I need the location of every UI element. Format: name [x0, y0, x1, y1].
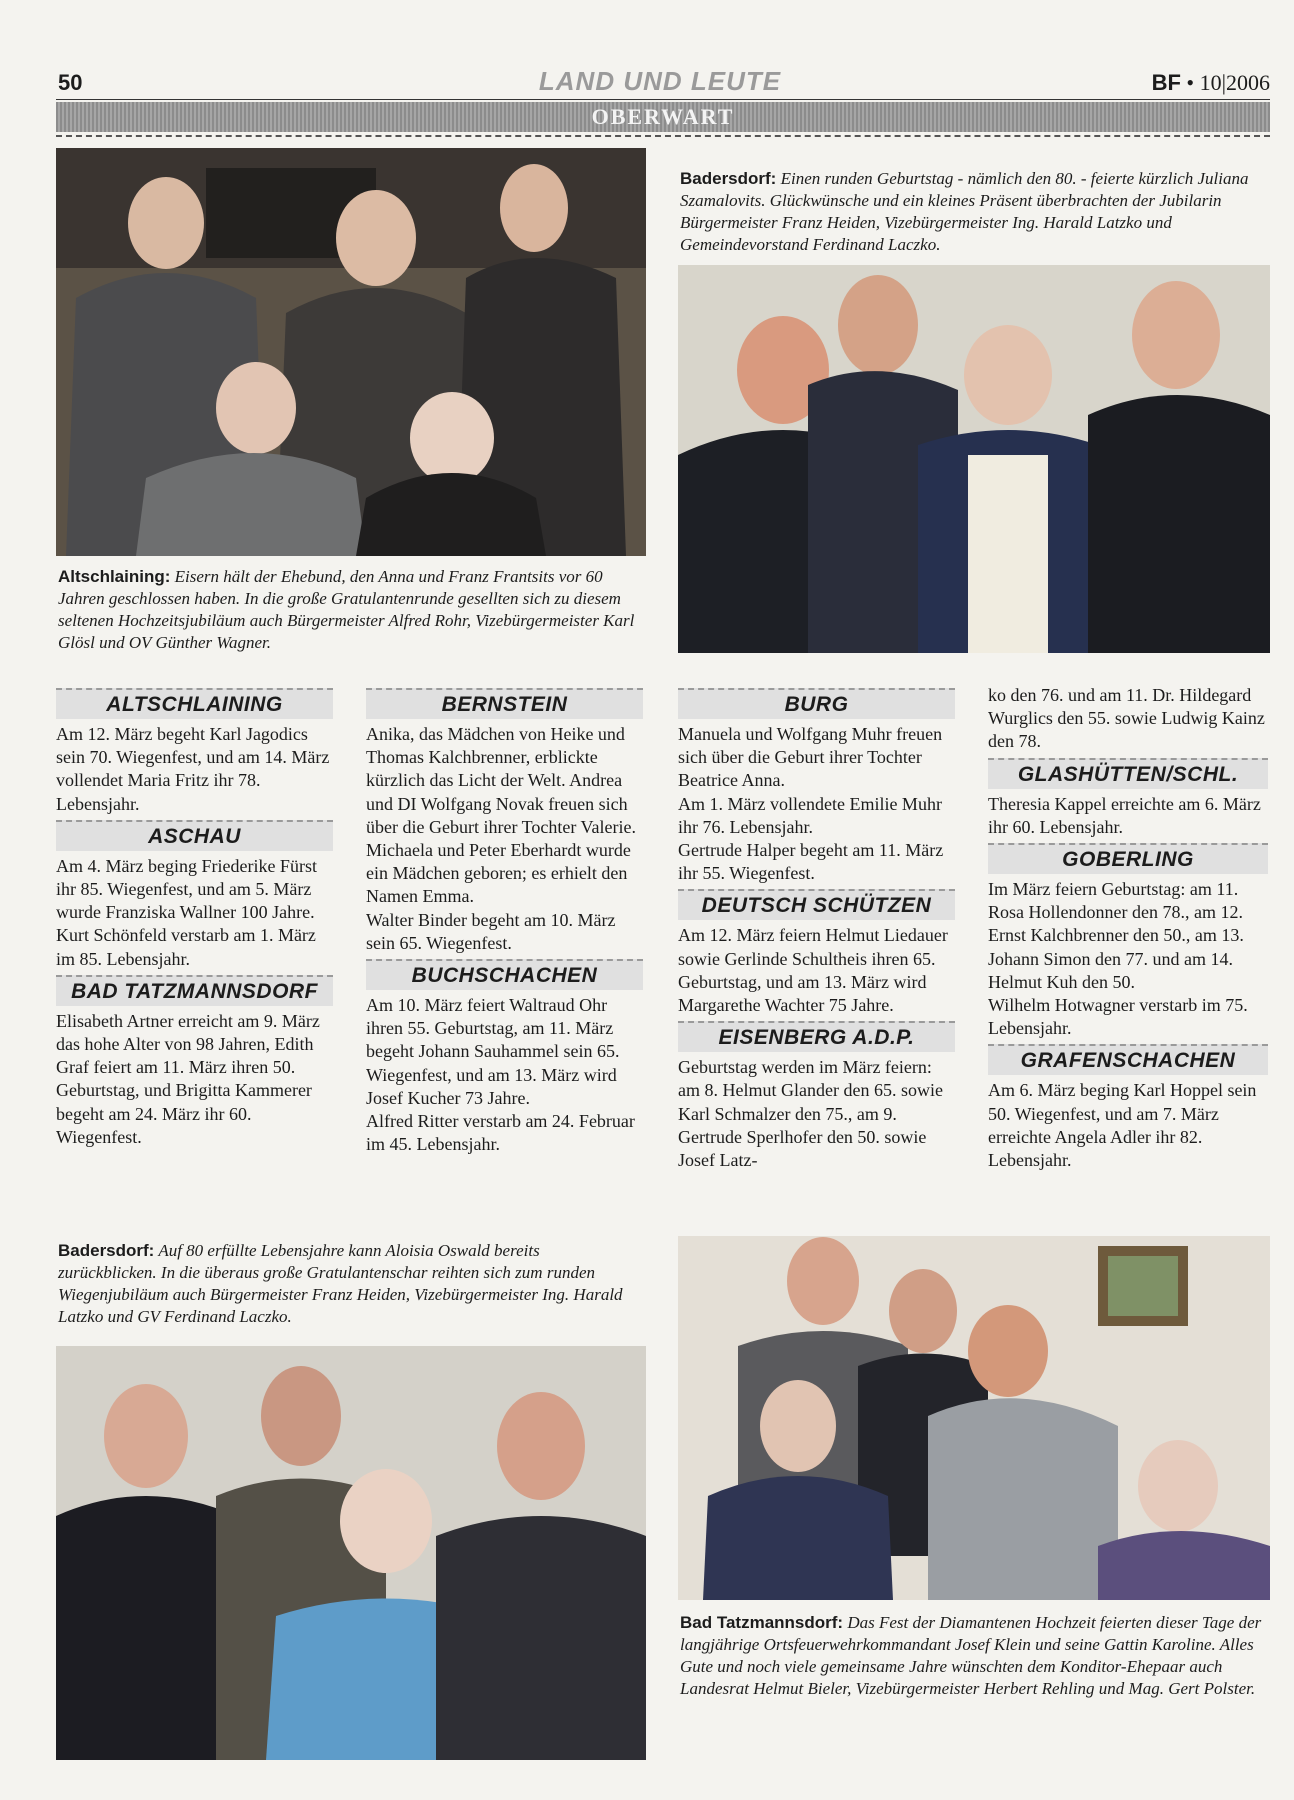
caption-altschlaining	[58, 566, 648, 654]
section-text: Am 4. März beging Friederike Fürst ihr 85. Wiegenfest, und am 5. März wurde Franziska Wallner 100 Jahre.	[56, 855, 317, 923]
section-heading-eisenberg: EISENBERG A.D.P.	[678, 1021, 955, 1052]
section-heading-grafenschachen: GRAFENSCHACHEN	[988, 1044, 1268, 1075]
section-heading-buchschachen: BUCHSCHACHEN	[366, 959, 643, 990]
section-heading-deutsch-schuetzen: DEUTSCH SCHÜTZEN	[678, 889, 955, 920]
section-heading-burg: BURG	[678, 688, 955, 719]
section-text: Alfred Ritter verstarb am 24. Februar im 45. Lebensjahr.	[366, 1111, 635, 1155]
column-3	[678, 688, 955, 1172]
issue-separator: •	[1186, 70, 1195, 95]
issue-number: 10|2006	[1199, 70, 1270, 95]
section-text: Am 10. März feiert Waltraud Ohr ihren 55. Geburtstag, am 11. März begeht Johann Sauhammel sein 65. Wiegenfest, und am 13. März wird Josef Kucher 73 Jahre.	[366, 995, 620, 1108]
photo-bad-tatzmannsdorf	[678, 1236, 1270, 1600]
dashed-divider	[56, 135, 1270, 137]
section-text-continued: ko den 76. und am 11. Dr. Hildegard Wurglics den 55. sowie Ludwig Kainz den 78.	[988, 685, 1265, 752]
caption-badersdorf-juliana	[680, 168, 1268, 256]
caption-place: Altschlaining:	[58, 567, 171, 586]
section-title: LAND UND LEUTE	[538, 66, 782, 96]
section-heading-bernstein: BERNSTEIN	[366, 688, 643, 719]
section-text: Kurt Schönfeld verstarb am 1. März im 85. Lebensjahr.	[56, 925, 316, 969]
section-text: Am 12. März feiern Helmut Liedauer sowie Gerlinde Schultheis ihren 65. Geburtstag, und am 13. März wird Margarethe Wachter 75 Jahre.	[678, 925, 948, 1016]
section-text: Gertrude Halper begeht am 11. März ihr 55. Wiegenfest.	[678, 840, 944, 884]
region-title: OBERWART	[591, 104, 735, 129]
section-text: Manuela und Wolfgang Muhr freuen sich über die Geburt ihrer Tochter Beatrice Anna.	[678, 724, 943, 791]
column-4	[988, 684, 1268, 1172]
caption-place: Badersdorf:	[58, 1241, 155, 1260]
region-banner	[56, 102, 1270, 132]
caption-text: Einen runden Geburtstag - nämlich den 80. - feierte kürzlich Juliana Szamalovits. Glückwünsche und ein kleines Präsent überbrachten der Jubilarin Bürgermeister Franz Heiden, Vizebürgermeister Ing. Harald Latzko und Gemeindevorstand Ferdinand Laczko.	[680, 169, 1249, 254]
section-text: Am 1. März vollendete Emilie Muhr ihr 76. Lebensjahr.	[678, 793, 942, 837]
section-text: Im März feiern Geburtstag: am 11. Rosa Hollendonner den 78., am 12. Ernst Kalchbrenner den 50., am 13. Johann Simon den 77. und am 14. Helmut Kuh den 50.	[988, 879, 1244, 992]
section-text: Elisabeth Artner erreicht am 9. März das hohe Alter von 98 Jahren, Edith Graf feiert am 11. März ihren 50. Geburtstag, und Brigitta Kammerer begeht am 24. März ihr 60. Wiegenfest.	[56, 1010, 320, 1147]
brand-label: BF	[1151, 70, 1181, 95]
column-2	[366, 688, 643, 1156]
caption-text: Das Fest der Diamantenen Hochzeit feierten dieser Tage der langjährige Ortsfeuerwehrkommandant Josef Klein und seine Gattin Karoline. Alles Gute und noch viele gemeinsame Jahre wünschten dem Konditor-Ehepaar auch Landesrat Helmut Bieler, Vizebürgermeister Herbert Rehling und Mag. Gert Polster.	[680, 1613, 1262, 1698]
header-rule	[56, 99, 1270, 100]
caption-text: Auf 80 erfüllte Lebensjahre kann Aloisia Oswald bereits zurückblicken. In die überaus große Gratulantenschar reihten sich zum runden Wiegenjubiläum auch Bürgermeister Franz Heiden, Vizebürgermeister Ing. Harald Latzko und GV Ferdinand Laczko.	[58, 1241, 623, 1326]
section-heading-goberling: GOBERLING	[988, 843, 1268, 874]
section-text: Theresia Kappel erreichte am 6. März ihr 60. Lebensjahr.	[988, 793, 1261, 837]
section-text: Anika, das Mädchen von Heike und Thomas Kalchbrenner, erblickte kürzlich das Licht der Welt. Andrea und DI Wolfgang Novak freuen sich über die Geburt ihrer Tochter Valerie. Michaela und Peter Eberhardt wurde ein Mädchen geboren; es erhielt den Namen Emma.	[366, 724, 636, 907]
caption-badersdorf-aloisia	[58, 1240, 638, 1328]
caption-place: Badersdorf:	[680, 169, 777, 188]
section-text: Am 6. März beging Karl Hoppel sein 50. Wiegenfest, und am 7. März erreichte Angela Adler ihr 82. Lebensjahr.	[988, 1080, 1257, 1171]
page-number: 50	[58, 70, 83, 95]
section-heading-altschlaining: ALTSCHLAINING	[56, 688, 333, 719]
column-1	[56, 688, 333, 1149]
section-text: Wilhelm Hotwagner verstarb im 75. Lebensjahr.	[988, 995, 1248, 1039]
photo-badersdorf-aloisia	[56, 1346, 646, 1760]
section-text: Am 12. März begeht Karl Jagodics sein 70. Wiegenfest, und am 14. März vollendet Maria Fritz ihr 78. Lebensjahr.	[56, 724, 330, 814]
caption-text: Eisern hält der Ehebund, den Anna und Franz Frantsits vor 60 Jahren geschlossen haben. In die große Gratulantenrunde gesellten sich zu diesem seltenen Hochzeitsjubiläum auch Bürgermeister Alfred Rohr, Vizebürgermeister Karl Glösl und OV Günther Wagner.	[58, 567, 635, 652]
photo-badersdorf-juliana	[678, 265, 1270, 653]
section-heading-glashuetten: GLASHÜTTEN/SCHL.	[988, 758, 1268, 789]
section-heading-aschau: ASCHAU	[56, 820, 333, 851]
photo-altschlaining	[56, 148, 646, 556]
caption-bad-tatzmannsdorf	[680, 1612, 1268, 1700]
section-text: Geburtstag werden im März feiern: am 8. Helmut Glander den 65. sowie Karl Schmalzer den 75., am 9. Gertrude Sperlhofer den 50. sowie Josef Latz-	[678, 1057, 943, 1171]
caption-place: Bad Tatzmannsdorf:	[680, 1613, 844, 1632]
section-heading-bad-tatzmannsdorf: BAD TATZMANNSDORF	[56, 975, 333, 1006]
issue-info	[1080, 70, 1270, 96]
section-text: Walter Binder begeht am 10. März sein 65. Wiegenfest.	[366, 909, 616, 953]
